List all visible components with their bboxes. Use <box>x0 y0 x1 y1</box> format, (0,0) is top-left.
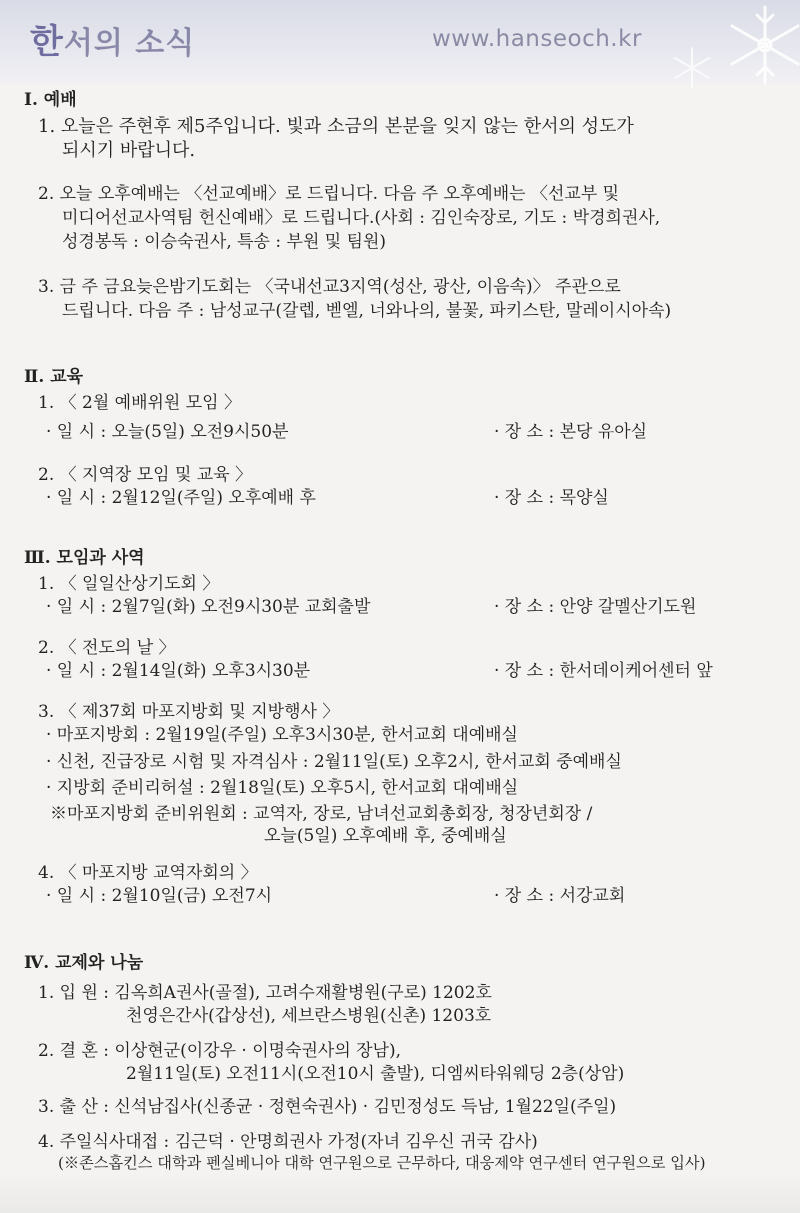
fellowship-item-3: 3. 출 산 : 신석남집사(신종균 · 정현숙권사) · 김민정성도 득남, 1월22일(주일) <box>38 1097 617 1117</box>
worship-item-3-line-1: 3. 금 주 금요늦은밤기도회는 〈국내선교3지역(성산, 광산, 이음속)〉 주관으로 <box>38 277 621 297</box>
education-item-1-title: 1. 〈 2월 예배위원 모임 〉 <box>38 393 242 413</box>
fellowship-item-1-line-1: 1. 입 원 : 김옥희A권사(골절), 고려수재활병원(구로) 1202호 <box>38 983 492 1003</box>
ministry-item-3-note-1: ※마포지방회 준비위원회 : 교역자, 장로, 남녀선교회총회장, 청장년회장 / <box>50 804 593 824</box>
website-url[interactable]: www.hanseoch.kr <box>432 26 642 52</box>
education-item-1-time: · 일 시 : 오늘(5일) 오전9시50분 <box>46 422 289 442</box>
section-ministry-heading: Ⅲ. 모임과 사역 <box>24 548 145 568</box>
worship-item-1-line-2: 되시기 바랍니다. <box>62 140 196 161</box>
worship-item-2-line-1: 2. 오늘 오후예배는 〈선교예배〉로 드립니다. 다음 주 오후예배는 〈선교부 및 <box>38 184 620 204</box>
page-bottom-shadow <box>0 1173 800 1213</box>
ministry-item-3-line-1: · 마포지방회 : 2월19일(주일) 오후3시30분, 한서교회 대예배실 <box>46 725 518 745</box>
fellowship-item-4-line-1: 4. 주일식사대접 : 김근덕 · 안명희권사 가정(자녀 김우신 귀국 감사) <box>38 1132 538 1152</box>
fellowship-item-2-line-1: 2. 결 혼 : 이상현군(이강우 · 이명숙권사의 장남), <box>38 1041 402 1061</box>
fellowship-item-2-line-2: 2월11일(토) 오전11시(오전10시 출발), 디엠씨타워웨딩 2층(상암) <box>126 1064 625 1084</box>
ministry-item-2-time: · 일 시 : 2월14일(화) 오후3시30분 <box>46 661 311 681</box>
worship-item-2-line-2: 미디어선교사역팀 헌신예배〉로 드립니다.(사회 : 김인숙장로, 기도 : 박경희권사, <box>62 208 661 228</box>
ministry-item-4-place: · 장 소 : 서강교회 <box>494 886 626 906</box>
ministry-item-2-title: 2. 〈 전도의 날 〉 <box>38 638 176 658</box>
worship-item-2-line-3: 성경봉독 : 이승숙권사, 특송 : 부원 및 팀원) <box>62 232 387 252</box>
education-item-1-place: · 장 소 : 본당 유아실 <box>494 422 648 442</box>
section-worship-heading: Ⅰ. 예배 <box>24 90 77 110</box>
newsletter-title-accent: 한 <box>30 22 64 62</box>
education-item-2-time: · 일 시 : 2월12일(주일) 오후예배 후 <box>46 488 316 508</box>
ministry-item-3-title: 3. 〈 제37회 마포지방회 및 지방행사 〉 <box>38 702 340 722</box>
newsletter-title-rest: 서의 소식 <box>63 26 196 61</box>
ministry-item-1-time: · 일 시 : 2월7일(화) 오전9시30분 교회출발 <box>46 597 371 617</box>
snowflake-icon <box>630 0 800 100</box>
fellowship-item-4-line-2: (※존스홉킨스 대학과 펜실베니아 대학 연구원으로 근무하다, 대웅제약 연구센터 연구원으로 입사) <box>58 1154 706 1172</box>
ministry-item-3-line-3: · 지방회 준비리허설 : 2월18일(토) 오후5시, 한서교회 대예배실 <box>46 778 519 798</box>
education-item-2-place: · 장 소 : 목양실 <box>494 488 609 508</box>
page-header <box>0 0 800 84</box>
ministry-item-3-note-2: 오늘(5일) 오후예배 후, 중예배실 <box>264 826 507 846</box>
section-education-heading: Ⅱ. 교육 <box>24 367 84 387</box>
ministry-item-4-time: · 일 시 : 2월10일(금) 오전7시 <box>46 886 273 906</box>
newsletter-title <box>30 14 195 63</box>
ministry-item-1-place: · 장 소 : 안양 갈멜산기도원 <box>494 597 697 617</box>
worship-item-1-line-1: 1. 오늘은 주현후 제5주입니다. 빛과 소금의 본분을 잊지 않는 한서의 성도가 <box>38 116 634 137</box>
ministry-item-3-line-2: · 신천, 진급장로 시험 및 자격심사 : 2월11일(토) 오후2시, 한서교회 중예배실 <box>46 752 622 772</box>
section-fellowship-heading: Ⅳ. 교제와 나눔 <box>24 953 144 973</box>
ministry-item-2-place: · 장 소 : 한서데이케어센터 앞 <box>494 661 713 681</box>
ministry-item-4-title: 4. 〈 마포지방 교역자회의 〉 <box>38 863 258 883</box>
ministry-item-1-title: 1. 〈 일일산상기도회 〉 <box>38 574 220 594</box>
worship-item-3-line-2: 드립니다. 다음 주 : 남성교구(갈렙, 벧엘, 너와나의, 불꽃, 파키스탄, 말레이시아속) <box>62 301 672 321</box>
education-item-2-title: 2. 〈 지역장 모임 및 교육 〉 <box>38 465 253 485</box>
fellowship-item-1-line-2: 천영은간사(갑상선), 세브란스병원(신촌) 1203호 <box>126 1006 492 1026</box>
